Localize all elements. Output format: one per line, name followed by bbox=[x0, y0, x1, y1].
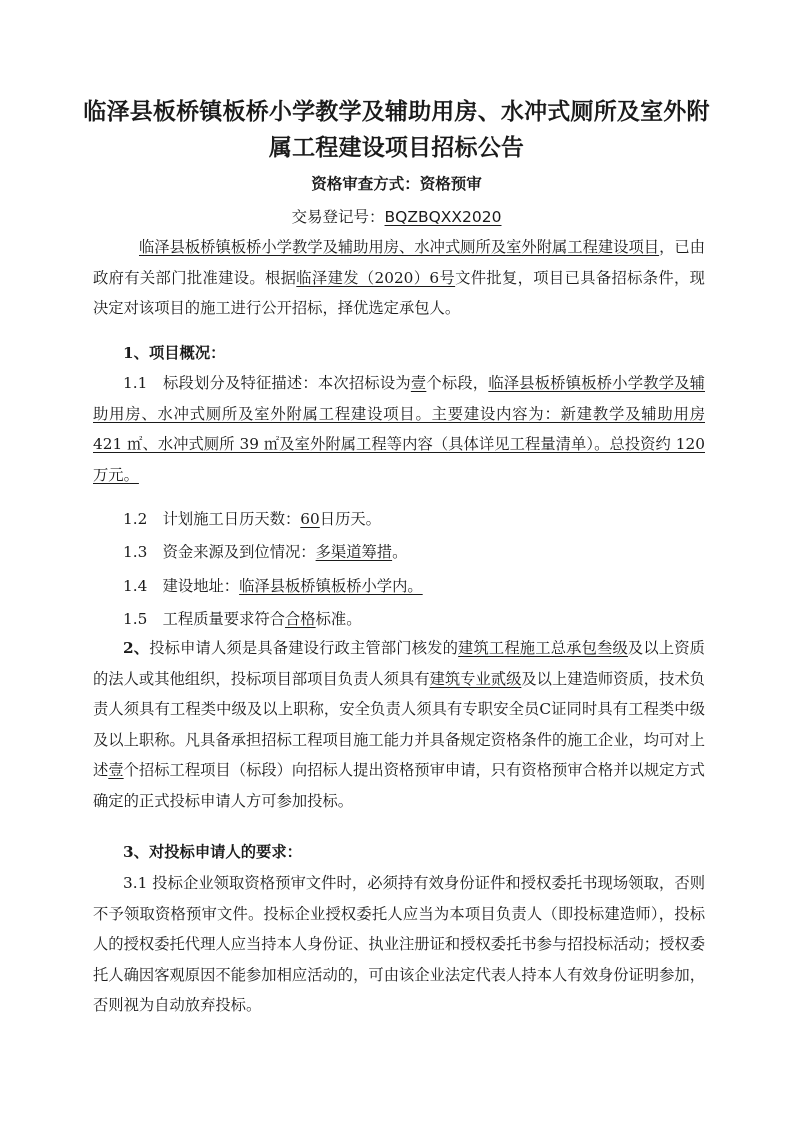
item-1-4: 1.4 建设地址：临泽县板桥镇板桥小学内。 bbox=[123, 577, 423, 595]
section-2-paragraph: 2、投标申请人须是具备建设行政主管部门核发的建筑工程施工总承包叁级及以上资质的法人或其他组织，投标项目部项目负责人须具有建筑专业贰级及以上建造师资质，技术负责人须具有工程类中级及以上职称，安全负责人须具有专职安全员C证同时具有工程类中级及以上职称。凡具备承担招标工程项目施工能力并具备规定资格条件的施工企业，均可对上述壹个招标工程项目（标段）向招标人提出资格预审申请，只有资格预审合格并以规定方式确定的正式投标申请人方可参加投标。 bbox=[93, 639, 705, 810]
section-2-number: 2、 bbox=[123, 639, 150, 657]
section-3-heading: 3、对投标申请人的要求： bbox=[123, 843, 302, 861]
item-1-2: 1.2 计划施工日历天数：60日历天。 bbox=[123, 510, 381, 528]
item-1-1: 1.1 标段划分及特征描述：本次招标设为壹个标段，临泽县板桥镇板桥小学教学及辅助用房、水冲式厕所及室外附属工程建设项目。主要建设内容为：新建教学及辅助用房 421 ㎡、水冲式厕所 39 ㎡及室外附属工程等内容（具体详见工程量清单）。总投资约 120 万元。 bbox=[93, 374, 705, 484]
review-method: 资格审查方式：资格预审 bbox=[311, 174, 482, 193]
approval-document: 临泽建发（2020）6号 bbox=[296, 268, 456, 287]
title-line-1: 临泽县板桥镇板桥小学教学及辅助用房、水冲式厕所及室外附 bbox=[83, 99, 710, 125]
item-1-3: 1.3 资金来源及到位情况：多渠道筹措。 bbox=[123, 543, 408, 561]
registration-label: 交易登记号： bbox=[291, 208, 385, 226]
lot-count: 壹 bbox=[410, 374, 427, 392]
item-3-1: 3.1 投标企业领取资格预审文件时，必须持有效身份证件和授权委托书现场领取，否则不予领取资格预审文件。投标企业授权委托人应当为本项目负责人（即投标建造师），投标人的授权委托代理人应当持本人身份证、执业注册证和授权委托书参与招投标活动；授权委托人确因客观原因不能参加相应活动的，可由该企业法定代表人持本人有效身份证明参加，否则视为自动放弃投标。 bbox=[93, 874, 705, 1014]
project-name: 临泽县板桥镇板桥小学教学及辅助用房、水冲式厕所及室外附属工程建设项目 bbox=[139, 238, 660, 256]
registration-number-line bbox=[0, 205, 793, 227]
project-description: 临泽县板桥镇板桥小学教学及辅助用房、水冲式厕所及室外附属工程建设项目。主要建设内容为：新建教学及辅助用房 421 ㎡、水冲式厕所 39 ㎡及室外附属工程等内容（具体详见工程量清单）。总投资约 120 万元。 bbox=[93, 374, 705, 484]
funding-source: 多渠道筹措 bbox=[315, 543, 393, 561]
quality-standard: 合格 bbox=[285, 610, 316, 628]
construction-days: 60 bbox=[300, 510, 320, 528]
registration-number: BQZBQXX2020 bbox=[384, 208, 502, 226]
section-1-heading: 1、项目概况： bbox=[123, 344, 226, 362]
required-constructor-grade: 建筑专业贰级 bbox=[429, 669, 522, 688]
title-line-2: 属工程建设项目招标公告 bbox=[268, 135, 525, 161]
lot-count-2: 壹 bbox=[108, 761, 124, 779]
notice-title bbox=[60, 94, 733, 166]
item-1-5: 1.5 工程质量要求符合合格标准。 bbox=[123, 610, 362, 628]
intro-paragraph: 临泽县板桥镇板桥小学教学及辅助用房、水冲式厕所及室外附属工程建设项目，已由政府有关部门批准建设。根据临泽建发（2020）6号文件批复，项目已具备招标条件，现决定对该项目的施工进行公开招标，择优选定承包人。 bbox=[93, 238, 706, 317]
construction-address: 临泽县板桥镇板桥小学内。 bbox=[239, 577, 423, 595]
required-qualification: 建筑工程施工总承包叁级 bbox=[458, 639, 628, 657]
